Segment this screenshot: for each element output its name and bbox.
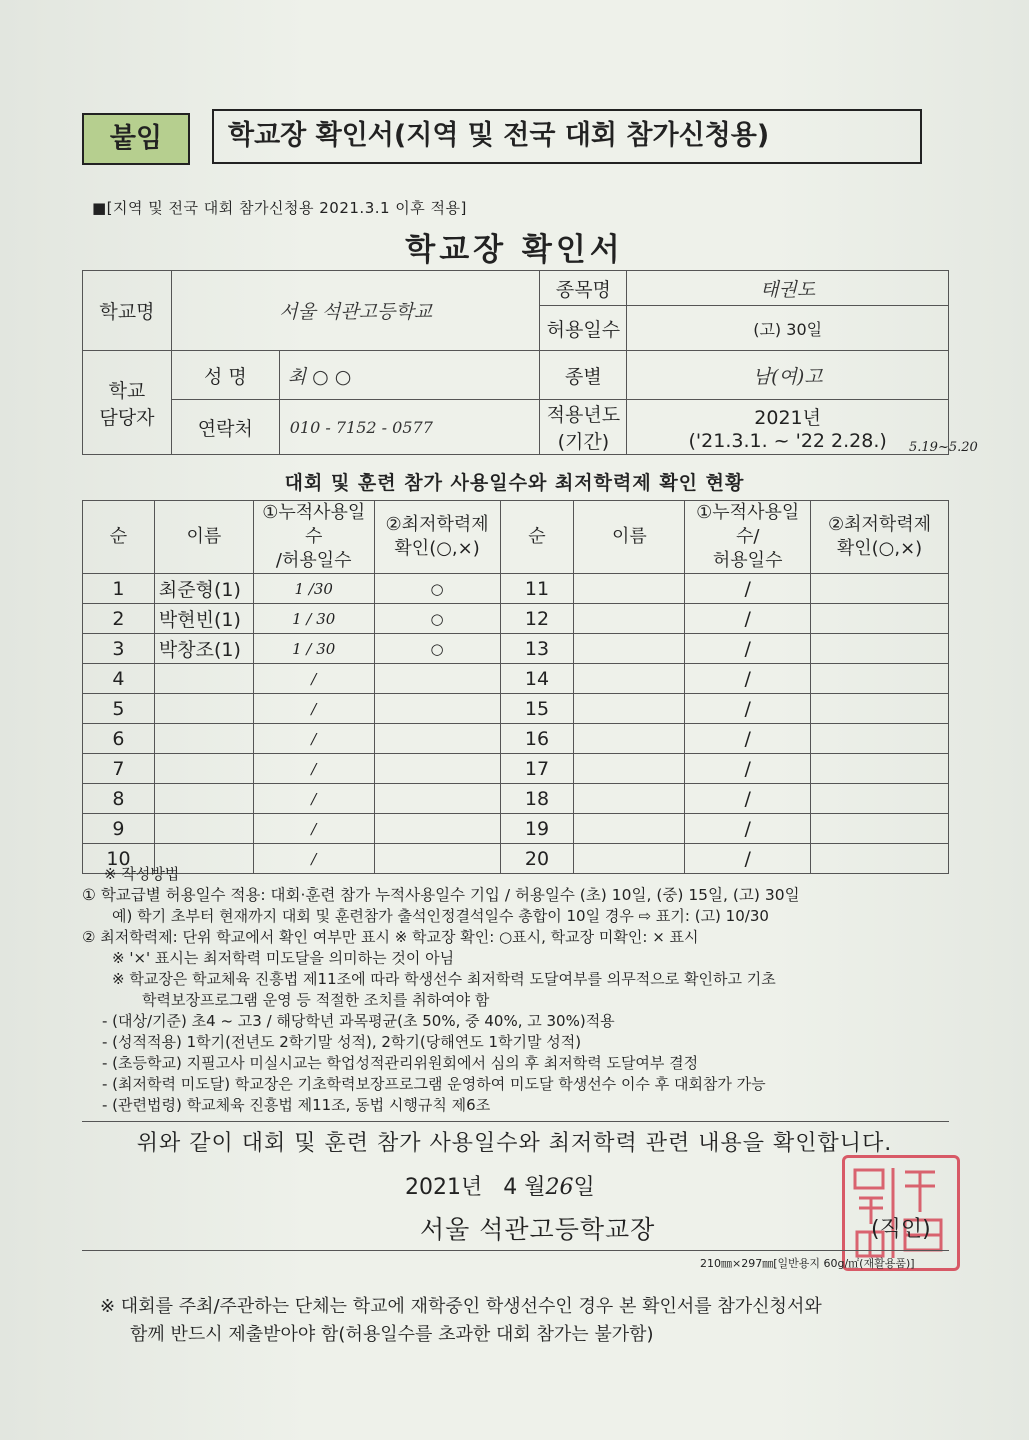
table-row xyxy=(83,784,949,814)
row-no-2: 11 xyxy=(500,574,574,604)
roster-table xyxy=(82,500,949,874)
detail-2: - (성적적용) 1학기(전년도 2학기말 성적), 2학기(당해연도 1학기말 성적) xyxy=(102,1033,582,1051)
row-use-2: / xyxy=(685,814,811,844)
row-no-2: 19 xyxy=(500,814,574,844)
table-row xyxy=(83,754,949,784)
row-min: ○ xyxy=(374,604,500,634)
period-range: ('21.3.1. ~ '22 2.28.) xyxy=(688,429,887,452)
allowed-days-label: 허용일수 xyxy=(540,306,627,351)
col-min-line2: 확인(○,×) xyxy=(394,538,480,559)
row-name xyxy=(154,664,253,694)
event-label: 종목명 xyxy=(540,271,627,306)
row-no: 5 xyxy=(83,694,155,724)
row-use-2: / xyxy=(685,574,811,604)
col-min-line1: ②최저학력제 xyxy=(385,514,489,535)
row-min-2 xyxy=(811,574,949,604)
table-row xyxy=(83,604,949,634)
row-min xyxy=(374,664,500,694)
row-no-2: 13 xyxy=(500,634,574,664)
row-name xyxy=(154,754,253,784)
table-row xyxy=(83,634,949,664)
allowed-days-value: (고) 30일 xyxy=(627,306,949,351)
principal-title: 서울 석관고등학교장 xyxy=(420,1215,656,1244)
row-use: / xyxy=(253,754,374,784)
confirmation-statement: 위와 같이 대회 및 훈련 참가 사용일수와 최저학력 관련 내용을 확인합니다. xyxy=(136,1131,893,1156)
col-use-line1: ①누적사용일수 xyxy=(262,502,366,547)
issue-date xyxy=(405,1170,595,1201)
detail-5: - (관련법령) 학교체육 진흥법 제11조, 동법 시행규칙 제6조 xyxy=(102,1096,491,1114)
row-no-2: 12 xyxy=(500,604,574,634)
row-no: 8 xyxy=(83,784,155,814)
period-year: 2021년 xyxy=(754,406,822,429)
row-use: / xyxy=(253,814,374,844)
col-min xyxy=(374,501,500,574)
col-use2-line1: ①누적사용일수/ xyxy=(696,502,800,547)
col-min2-line2: 확인(○,×) xyxy=(836,538,923,559)
instructions xyxy=(82,864,962,1116)
row-min xyxy=(374,724,500,754)
col-min-2 xyxy=(811,501,949,574)
applicability-notice: ■[지역 및 전국 대회 참가신청용 2021.3.1 이후 적용] xyxy=(92,199,467,217)
footer-note-line1: ※ 대회를 주최/주관하는 단체는 학교에 재학중인 학생선수인 경우 본 확인서를 참가신청서와 xyxy=(100,1296,822,1317)
row-min-2 xyxy=(811,664,949,694)
table-row xyxy=(83,724,949,754)
row-use: / xyxy=(253,694,374,724)
row-name xyxy=(154,814,253,844)
col-use2-line2: 허용일수 xyxy=(712,550,783,571)
instruction-2-note-b2: 학력보장프로그램 운영 등 적절한 조치를 취하여야 함 xyxy=(142,991,490,1009)
date-month-label: 월 xyxy=(524,1175,546,1200)
form-title: 학교장 확인서 xyxy=(405,232,624,268)
seal-label: (직인) xyxy=(871,1217,931,1242)
instruction-1-example: 예) 학기 초부터 현재까지 대회 및 훈련참가 출석인정결석일수 총합이 10일 경우 ⇨ 표기: (고) 10/30 xyxy=(112,907,769,925)
row-min: ○ xyxy=(374,634,500,664)
contact-value: 010 - 7152 - 0577 xyxy=(279,400,540,455)
row-min xyxy=(374,694,500,724)
row-name-2 xyxy=(574,634,685,664)
staff-name-label: 성 명 xyxy=(171,351,279,400)
row-min xyxy=(374,754,500,784)
row-use-2: / xyxy=(685,754,811,784)
date-day: 26 xyxy=(545,1175,574,1200)
attachment-tag: 붙임 xyxy=(82,113,190,165)
row-name: 박현빈(1) xyxy=(154,604,253,634)
col-no-2: 순 xyxy=(500,501,574,574)
handwritten-date-note: 5.19~5.20 xyxy=(909,440,978,455)
row-no-2: 18 xyxy=(500,784,574,814)
row-name xyxy=(154,724,253,754)
roster-section-title: 대회 및 훈련 참가 사용일수와 최저학력제 확인 현황 xyxy=(284,472,745,494)
row-min-2 xyxy=(811,724,949,754)
row-no: 9 xyxy=(83,814,155,844)
col-use xyxy=(253,501,374,574)
row-use: / xyxy=(253,664,374,694)
row-name xyxy=(154,784,253,814)
staff-label xyxy=(83,351,172,455)
divider-bottom xyxy=(82,1250,949,1251)
row-name-2 xyxy=(574,574,685,604)
row-use-2: / xyxy=(685,694,811,724)
row-min-2 xyxy=(811,814,949,844)
row-min-2 xyxy=(811,634,949,664)
table-row xyxy=(83,814,949,844)
row-use-2: / xyxy=(685,664,811,694)
date-day-label: 일 xyxy=(573,1175,595,1200)
row-name-2 xyxy=(574,814,685,844)
staff-label-line2: 담당자 xyxy=(99,406,155,429)
row-no: 2 xyxy=(83,604,155,634)
col-min2-line1: ②최저학력제 xyxy=(828,514,932,535)
document-heading: 학교장 확인서(지역 및 전국 대회 참가신청용) xyxy=(212,109,922,164)
table-row xyxy=(83,694,949,724)
staff-name-value: 최 ○ ○ xyxy=(279,351,540,400)
row-min xyxy=(374,814,500,844)
row-use: / xyxy=(253,784,374,814)
detail-4: - (최저학력 미도달) 학교장은 기초학력보장프로그램 운영하여 미도달 학생선수 이수 후 대회참가 가능 xyxy=(102,1075,766,1093)
row-min-2 xyxy=(811,604,949,634)
row-no: 7 xyxy=(83,754,155,784)
row-use-2: / xyxy=(685,634,811,664)
instruction-1: ① 학교급별 허용일수 적용: 대회·훈련 참가 누적사용일수 기입 / 허용일수 (초) 10일, (중) 15일, (고) 30일 xyxy=(82,886,800,904)
row-min-2 xyxy=(811,694,949,724)
row-name: 최준형(1) xyxy=(154,574,253,604)
row-use-2: / xyxy=(685,784,811,814)
gender-label: 종별 xyxy=(540,351,627,400)
row-name-2 xyxy=(574,754,685,784)
table-row xyxy=(83,664,949,694)
row-use: / xyxy=(253,844,374,874)
row-use: 1 / 30 xyxy=(253,634,374,664)
row-no-2: 15 xyxy=(500,694,574,724)
paper-spec: 210㎜×297㎜[일반용지 60g/㎡(재활용품)] xyxy=(700,1257,915,1270)
table-row xyxy=(83,574,949,604)
row-use-2: / xyxy=(685,724,811,754)
instruction-2: ② 최저학력제: 단위 학교에서 확인 여부만 표시 ※ 학교장 확인: ○표시, 학교장 미확인: × 표시 xyxy=(82,928,699,946)
date-month: 4 xyxy=(503,1175,518,1200)
row-min-2 xyxy=(811,754,949,784)
row-min-2 xyxy=(811,784,949,814)
row-min: ○ xyxy=(374,574,500,604)
event-value: 태권도 xyxy=(627,271,949,306)
detail-1: - (대상/기준) 초4 ~ 고3 / 해당학년 과목평균(초 50%, 중 40%, 고 30%)적용 xyxy=(102,1012,615,1030)
row-name-2 xyxy=(574,604,685,634)
instructions-heading: ※ 작성방법 xyxy=(104,865,180,883)
footer-note-line2: 함께 반드시 제출받아야 함(허용일수를 초과한 대회 참가는 불가함) xyxy=(130,1324,654,1345)
roster-header-row xyxy=(83,501,949,574)
period-label-line2: (기간) xyxy=(557,431,610,453)
period-label xyxy=(540,400,627,455)
date-year: 2021년 xyxy=(405,1175,483,1200)
period-value xyxy=(627,400,949,455)
row-use-2: / xyxy=(685,604,811,634)
row-min xyxy=(374,784,500,814)
col-name-2: 이름 xyxy=(574,501,685,574)
divider xyxy=(82,1121,949,1122)
instruction-2-note-a: ※ '×' 표시는 최저학력 미도달을 의미하는 것이 아님 xyxy=(112,949,455,967)
row-name xyxy=(154,694,253,724)
footer-note xyxy=(100,1293,822,1349)
col-use-line2: /허용일수 xyxy=(275,550,352,571)
contact-label: 연락처 xyxy=(171,400,279,455)
row-name-2 xyxy=(574,694,685,724)
col-name: 이름 xyxy=(154,501,253,574)
row-name-2 xyxy=(574,664,685,694)
school-info-table xyxy=(82,270,949,455)
row-use: / xyxy=(253,724,374,754)
row-no: 10 xyxy=(83,844,155,874)
row-no-2: 16 xyxy=(500,724,574,754)
row-no-2: 14 xyxy=(500,664,574,694)
row-no: 3 xyxy=(83,634,155,664)
row-no-2: 20 xyxy=(500,844,574,874)
period-label-line1: 적용년도 xyxy=(546,404,621,426)
col-use-2 xyxy=(685,501,811,574)
row-use: 1 /30 xyxy=(253,574,374,604)
row-no: 4 xyxy=(83,664,155,694)
row-name-2 xyxy=(574,784,685,814)
detail-3: - (초등학교) 지필고사 미실시교는 학업성적관리위원회에서 심의 후 최저학력 도달여부 결정 xyxy=(102,1054,699,1072)
row-name-2 xyxy=(574,724,685,754)
row-no-2: 17 xyxy=(500,754,574,784)
instruction-2-note-b: ※ 학교장은 학교체육 진흥법 제11조에 따라 학생선수 최저학력 도달여부를 의무적으로 확인하고 기초 xyxy=(112,970,776,988)
school-name-label: 학교명 xyxy=(83,271,172,351)
col-no: 순 xyxy=(83,501,155,574)
row-use: 1 / 30 xyxy=(253,604,374,634)
row-use-2: / xyxy=(685,844,811,874)
row-no: 1 xyxy=(83,574,155,604)
row-name: 박창조(1) xyxy=(154,634,253,664)
row-no: 6 xyxy=(83,724,155,754)
school-name-value: 서울 석관고등학교 xyxy=(171,271,540,351)
gender-value: 남(여)고 xyxy=(627,351,949,400)
staff-label-line1: 학교 xyxy=(108,379,146,402)
